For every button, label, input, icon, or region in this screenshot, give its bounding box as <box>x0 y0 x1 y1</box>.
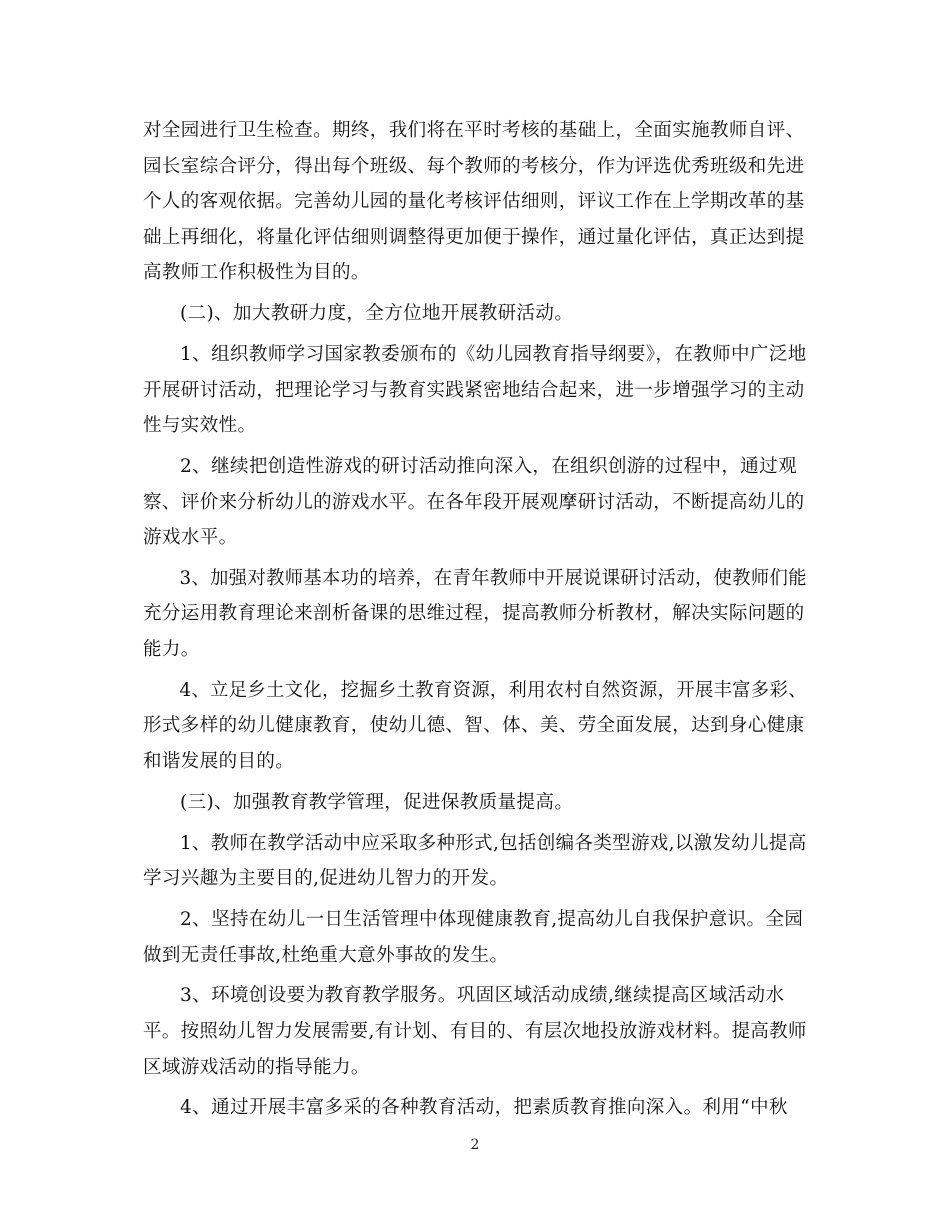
text-line: 1、组织教师学习国家教委颁布的《幼儿园教育指导纲要》，在教师中广泛地 <box>180 343 807 365</box>
text-line: 能力。 <box>143 639 200 661</box>
paragraph <box>143 113 807 291</box>
text-line: 做到无责任事故,杜绝重大意外事故的发生。 <box>143 944 509 966</box>
text-line: 4、通过开展丰富多采的各种教育活动，把素质教育推向深入。利用“中秋 <box>180 1097 788 1119</box>
text-line: 察、评价来分析幼儿的游戏水平。在各年段开展观摩研讨活动，不断提高幼儿的 <box>143 491 805 513</box>
paragraph <box>143 978 807 1085</box>
text-line: 平。按照幼儿智力发展需要,有计划、有目的、有层次地投放游戏材料。提高教师 <box>143 1020 807 1042</box>
text-line: 3、环境创设要为教育教学服务。巩固区域活动成绩,继续提高区域活动水 <box>180 985 785 1007</box>
text-line: 个人的客观依据。完善幼儿园的量化考核评估细则，评议工作在上学期改革的基 <box>143 191 805 213</box>
paragraph <box>143 826 807 897</box>
text-line: 区域游戏活动的指导能力。 <box>143 1056 370 1078</box>
paragraph <box>143 902 807 973</box>
page-number: 2 <box>470 1137 480 1153</box>
paragraph <box>143 673 807 780</box>
paragraph <box>143 561 807 668</box>
text-line: 游戏水平。 <box>143 527 238 549</box>
text-line: 对全园进行卫生检查。期终，我们将在平时考核的基础上，全面实施教师自评、 <box>143 120 805 141</box>
text-line: 高教师工作积极性为目的。 <box>143 262 370 284</box>
paragraph <box>143 296 807 332</box>
text-line: 充分运用教育理论来剖析备课的思维过程，提高教师分析教材，解决实际问题的 <box>143 603 805 625</box>
document-body <box>143 113 807 1131</box>
text-line: 形式多样的幼儿健康教育，使幼儿德、智、体、美、劳全面发展，达到身心健康 <box>143 715 805 737</box>
text-line: 性与实效性。 <box>143 415 257 437</box>
text-line: (三)、加强教育教学管理，促进保教质量提高。 <box>180 791 574 813</box>
paragraph <box>143 449 807 556</box>
paragraph <box>143 785 807 821</box>
text-line: 1、教师在教学活动中应采取多种形式,包括创编各类型游戏,以激发幼儿提高 <box>179 832 807 854</box>
text-line: 础上再细化，将量化评估细则调整得更加便于操作，通过量化评估，真正达到提 <box>143 226 805 248</box>
text-line: 2、坚持在幼儿一日生活管理中体现健康教育,提高幼儿自我保护意识。全园 <box>180 908 804 930</box>
text-line: 和谐发展的目的。 <box>143 751 295 773</box>
paragraph <box>143 337 807 444</box>
text-line: 园长室综合评分，得出每个班级、每个教师的考核分，作为评选优秀班级和先进 <box>143 155 805 177</box>
text-line: 3、加强对教师基本功的培养，在青年教师中开展说课研讨活动，使教师们能 <box>179 567 807 589</box>
text-line: 2、继续把创造性游戏的研讨活动推向深入，在组织创游的过程中，通过观 <box>180 455 797 477</box>
text-line: (二)、加大教研力度，全方位地开展教研活动。 <box>180 303 574 325</box>
paragraph <box>143 1090 807 1126</box>
text-line: 开展研讨活动，把理论学习与教育实践紧密地结合起来，进一步增强学习的主动 <box>143 379 805 401</box>
text-line: 4、立足乡土文化，挖掘乡土教育资源，利用农村自然资源，开展丰富多彩、 <box>179 679 807 701</box>
text-line: 学习兴趣为主要目的,促进幼儿智力的开发。 <box>143 868 509 890</box>
